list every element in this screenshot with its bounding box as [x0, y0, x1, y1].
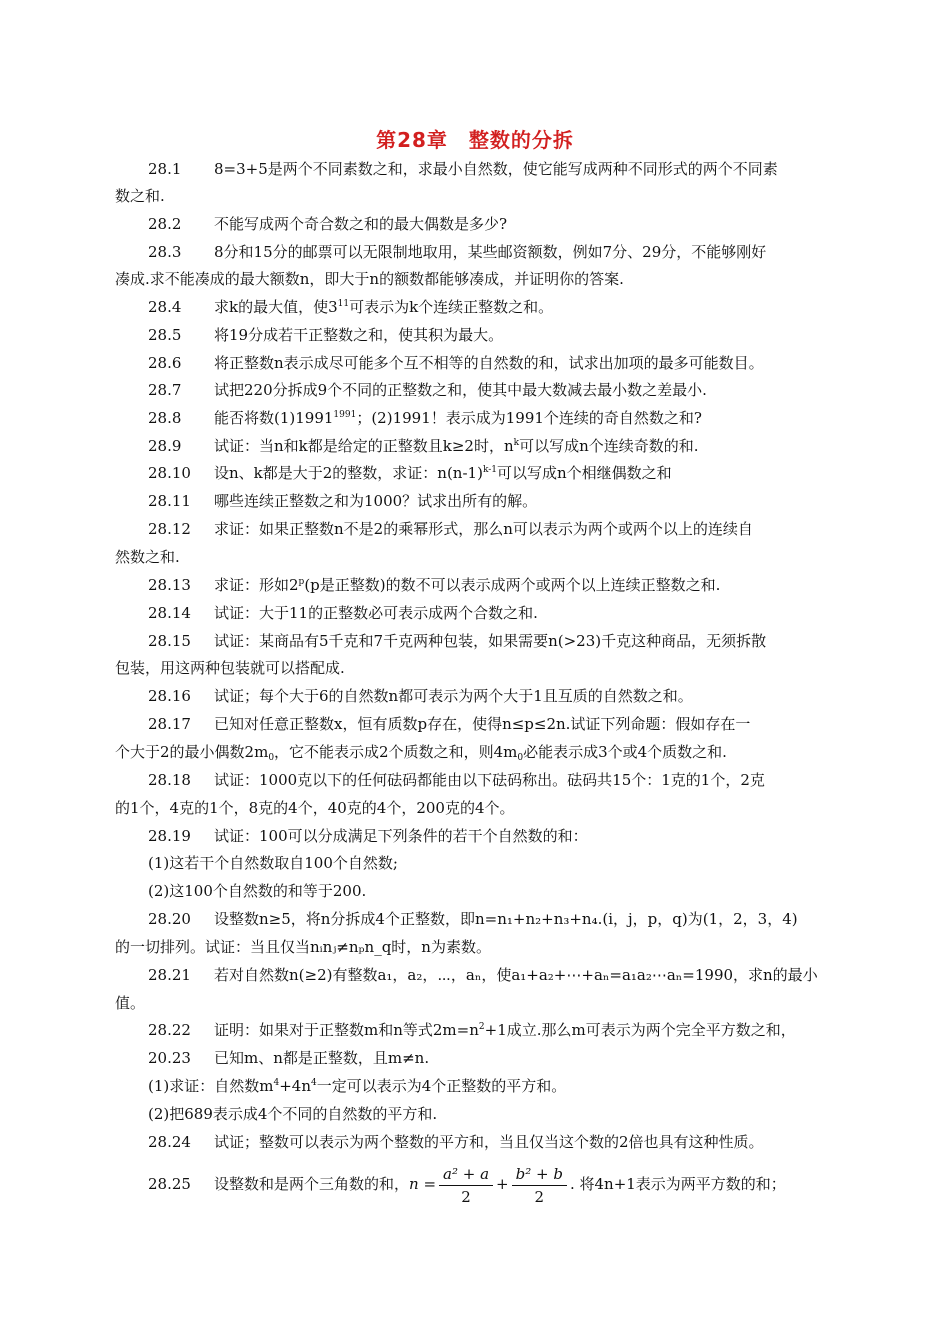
problem-number: 28.13 — [148, 576, 191, 594]
problem-28-3-cont: 凑成.求不能凑成的最大额数n，即大于n的额数都能够凑成，并证明你的答案. — [115, 270, 624, 288]
fraction-numerator: a² + a — [439, 1163, 493, 1186]
problem-28-20 — [148, 909, 798, 929]
problem-28-22 — [148, 1020, 796, 1040]
formula-plus: + — [496, 1175, 509, 1193]
problem-text: 不能写成两个奇合数之和的最大偶数是多少? — [214, 215, 508, 233]
problem-text: 已知对任意正整数x，恒有质数p存在，使得n≤p≤2n.试证下列命题：假如存在一 — [214, 715, 751, 733]
problem-number: 28.18 — [148, 771, 191, 789]
problem-text-rest: 可以写成n个相继偶数之和 — [497, 464, 672, 482]
problem-28-21-cont: 值。 — [115, 994, 146, 1012]
problem-28-12-cont: 然数之和. — [115, 548, 180, 566]
problem-text: 已知m、n都是正整数，且m≠n. — [214, 1049, 430, 1067]
formula-equals: = — [418, 1175, 437, 1193]
problem-text: 试把220分拆成9个不同的正整数之和，使其中最大数减去最小数之差最小. — [214, 381, 707, 399]
problem-text: 试证：当n和k都是给定的正整数且k≥2时，n — [214, 437, 514, 455]
problem-text-rest: +1成立.那么m可表示为两个完全平方数之和， — [484, 1021, 796, 1039]
problem-number: 28.24 — [148, 1133, 191, 1151]
problem-28-14 — [148, 603, 538, 623]
problem-number: 28.19 — [148, 827, 191, 845]
problem-text: 试证；整数可以表示为两个整数的平方和，当且仅当这个数的2倍也具有这种性质。 — [214, 1133, 764, 1151]
problem-28-25 — [148, 1162, 786, 1210]
problem-number: 28.25 — [148, 1175, 191, 1193]
problem-text: 试证；每个大于6的自然数n都可表示为两个大于1且互质的自然数之和。 — [214, 687, 693, 705]
problem-28-18-cont: 的1个，4克的1个，8克的4个，40克的4个，200克的4个。 — [115, 799, 515, 817]
fraction-denominator: 2 — [534, 1187, 545, 1206]
problem-number: 28.11 — [148, 492, 191, 510]
problem-text: 将正整数n表示成尽可能多个互不相等的自然数的和，试求出加项的最多可能数目。 — [214, 354, 764, 372]
fraction-a — [439, 1163, 493, 1208]
problem-number: 28.8 — [148, 409, 182, 427]
problem-text: 8=3+5是两个不同素数之和，求最小自然数，使它能写成两种不同形式的两个不同素 — [214, 160, 778, 178]
problem-text: 设n、k都是大于2的整数，求证：n(n-1) — [214, 464, 483, 482]
problem-28-11 — [148, 491, 537, 511]
problem-28-12 — [148, 519, 753, 539]
problem-text: 设整数n≥5，将n分拆成4个正整数，即n=n₁+n₂+n₃+n₄.(i，j，p，q)为(1，2，3，4) — [214, 910, 798, 928]
problem-text-rest: 可以写成n个连续奇数的和. — [519, 437, 699, 455]
problem-28-13 — [148, 575, 720, 595]
problem-number: 28.21 — [148, 966, 191, 984]
problem-28-20-cont: 的一切排列。试证：当且仅当nᵢnⱼ≠nₚn_q时，n为素数。 — [115, 938, 491, 956]
exponent: 1991 — [333, 410, 357, 420]
problem-text: ，它不能表示成2个质数之和，则4m — [274, 743, 518, 761]
exponent: p — [298, 577, 305, 587]
problem-28-4 — [148, 297, 553, 317]
problem-number: 28.15 — [148, 632, 191, 650]
problem-28-2 — [148, 214, 507, 234]
problem-number: 28.16 — [148, 687, 191, 705]
problem-number: 28.20 — [148, 910, 191, 928]
problem-28-10 — [148, 463, 672, 483]
problem-text: +4n — [279, 1077, 311, 1095]
problem-text-rest: (p是正整数)的数不可以表示成两个或两个以上连续正整数之和. — [304, 576, 721, 594]
problem-text-rest: . 将4n+1表示为两平方数的和； — [569, 1175, 786, 1193]
problem-28-15 — [148, 631, 766, 651]
problem-28-18 — [148, 770, 765, 790]
problem-text: 若对自然数n(≥2)有整数a₁，a₂，⋯，aₙ，使a₁+a₂+⋯+aₙ=a₁a₂⋯aₙ=1990，求n的最小 — [214, 966, 818, 984]
fraction-b — [512, 1163, 567, 1208]
problem-text: 8分和15分的邮票可以无限制地取用，某些邮资额数，例如7分、29分，不能够刚好 — [214, 243, 767, 261]
problem-number: 28.7 — [148, 381, 182, 399]
exponent: 4 — [273, 1078, 280, 1088]
chapter-title: 第28章 整数的分拆 — [376, 128, 574, 152]
problem-text: 哪些连续正整数之和为1000？试求出所有的解。 — [214, 492, 538, 510]
exponent: 2 — [478, 1022, 485, 1032]
problem-text: (1)求证：自然数m — [148, 1077, 274, 1095]
problem-text-rest: ；(2)1991！表示成为1991个连续的奇自然数之和? — [356, 409, 702, 427]
subscript: 0 — [517, 753, 524, 763]
problem-28-19 — [148, 826, 588, 846]
problem-text: 证明：如果对于正整数m和n等式2m=n — [214, 1021, 479, 1039]
problem-text: 试证：100可以分成满足下列条件的若干个自然数的和： — [214, 827, 588, 845]
problem-28-17-cont — [115, 742, 727, 762]
problem-number: 28.6 — [148, 354, 182, 372]
fraction-denominator: 2 — [461, 1187, 471, 1206]
problem-28-7 — [148, 380, 707, 400]
problem-number: 20.23 — [148, 1049, 191, 1067]
problem-20-23-part-2: (2)把689表示成4个不同的自然数的平方和. — [148, 1105, 438, 1123]
problem-text: 设整数和是两个三角数的和， — [214, 1175, 410, 1193]
problem-20-23 — [148, 1048, 429, 1068]
exponent: 11 — [337, 299, 350, 309]
problem-28-19-item-1: (1)这若干个自然数取自100个自然数; — [148, 854, 398, 872]
problem-number: 28.17 — [148, 715, 191, 733]
problem-28-5 — [148, 325, 503, 345]
problem-text: 试证：某商品有5千克和7千克两种包装，如果需要n(>23)千克这种商品，无须拆散 — [214, 632, 767, 650]
exponent: 4 — [311, 1078, 317, 1088]
problem-number: 28.10 — [148, 464, 191, 482]
problem-28-9 — [148, 436, 699, 456]
problem-number: 28.2 — [148, 215, 182, 233]
problem-28-1-cont: 数之和. — [115, 187, 165, 205]
problem-text: 个大于2的最小偶数2m — [115, 743, 269, 761]
problem-28-8 — [148, 408, 702, 428]
problem-number: 28.5 — [148, 326, 182, 344]
problem-28-24 — [148, 1132, 764, 1152]
problem-28-6 — [148, 353, 764, 373]
problem-number: 28.14 — [148, 604, 191, 622]
problem-28-3 — [148, 242, 766, 262]
problem-text: 能否将数(1)1991 — [214, 409, 334, 427]
problem-number: 28.9 — [148, 437, 182, 455]
problem-28-19-item-2: (2)这100个自然数的和等于200. — [148, 882, 367, 900]
problem-28-1 — [148, 159, 778, 179]
problem-20-23-part-1 — [148, 1076, 566, 1096]
problem-text-rest: 可表示为k个连续正整数之和。 — [349, 298, 554, 316]
problem-number: 28.4 — [148, 298, 182, 316]
problem-text: 将19分成若干正整数之和，使其积为最大。 — [214, 326, 504, 344]
problem-text: 求k的最大值，使3 — [214, 298, 338, 316]
problem-28-16 — [148, 686, 693, 706]
problem-text: 试证：1000克以下的任何砝码都能由以下砝码称出。砝码共15个：1克的1个，2克 — [214, 771, 765, 789]
subscript: 0 — [268, 753, 275, 763]
problem-text: 求证：如果正整数n不是2的乘幂形式，那么n可以表示为两个或两个以上的连续自 — [214, 520, 753, 538]
problem-text: 试证：大于11的正整数必可表示成两个合数之和. — [214, 604, 538, 622]
fraction-numerator: b² + b — [512, 1163, 567, 1186]
problem-text: 必能表示成3个或4个质数之和. — [523, 743, 727, 761]
problem-text: 一定可以表示为4个正整数的平方和。 — [316, 1077, 567, 1095]
problem-28-17 — [148, 714, 750, 734]
problem-number: 28.12 — [148, 520, 191, 538]
exponent: k-1 — [482, 465, 497, 475]
problem-number: 28.3 — [148, 243, 182, 261]
exponent: k — [513, 438, 520, 448]
problem-28-21 — [148, 965, 818, 985]
problem-number: 28.22 — [148, 1021, 191, 1039]
problem-text: 求证：形如2 — [214, 576, 299, 594]
formula-variable: n — [409, 1175, 419, 1193]
problem-28-15-cont: 包装，用这两种包装就可以搭配成. — [115, 659, 345, 677]
problem-number: 28.1 — [148, 160, 182, 178]
